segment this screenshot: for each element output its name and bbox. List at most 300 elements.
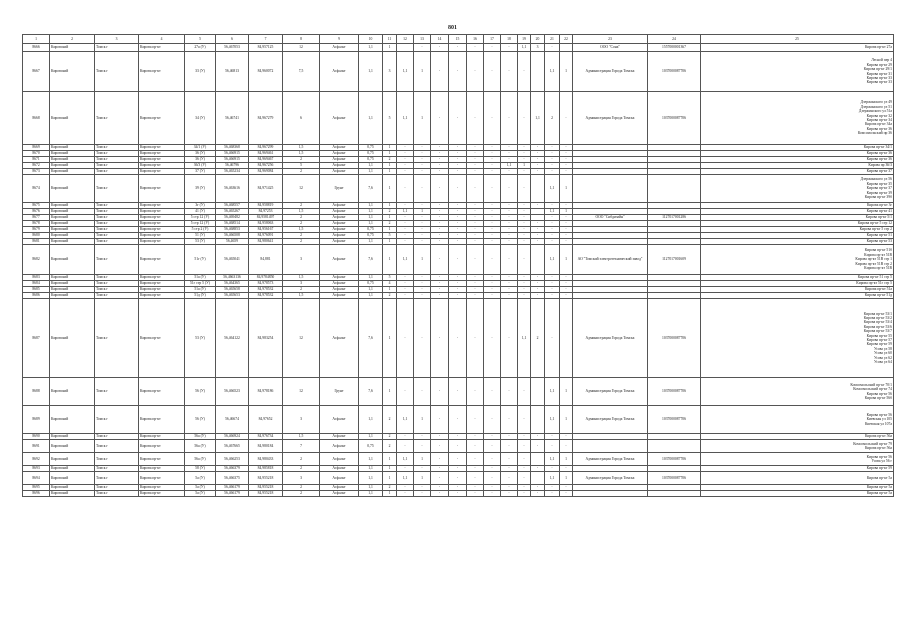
table-cell: 84,983254 — [249, 299, 283, 378]
table-cell: - — [431, 275, 449, 281]
table-cell: 84,958819 — [249, 203, 283, 209]
table-cell — [531, 52, 545, 92]
table-cell: - — [501, 239, 518, 245]
table-cell: 1,1 — [545, 453, 560, 466]
table-cell: - — [545, 491, 560, 497]
address-line: Кирова пр-кт 29/1 — [863, 67, 892, 72]
table-cell: - — [431, 157, 449, 163]
table-cell: 58 (У) — [185, 466, 216, 472]
table-cell: 1 — [414, 245, 431, 275]
table-cell: 84,955218 — [249, 491, 283, 497]
table-cell: Томск г — [95, 151, 139, 157]
table-cell: - — [449, 92, 467, 145]
table-row — [23, 245, 894, 275]
table-cell: Кирова пр-кт — [139, 293, 185, 299]
table-cell: - — [501, 227, 518, 233]
table-cell: - — [414, 157, 431, 163]
table-cell: Томск г — [95, 203, 139, 209]
table-cell: 1 — [414, 472, 431, 485]
address-line: Кирова пр-кт 27а — [864, 45, 892, 50]
table-cell: 1 — [518, 163, 531, 169]
table-cell: Томск г — [95, 157, 139, 163]
table-cell: 1,1 — [531, 92, 545, 145]
address-line: Кирова пр-кт 53/7 — [863, 329, 892, 334]
table-cell: - — [431, 239, 449, 245]
address-list-cell — [701, 406, 894, 434]
table-cell: Томск г — [95, 287, 139, 293]
table-cell: - — [414, 275, 431, 281]
table-cell: 1,1 — [545, 378, 560, 406]
address-line: Кирова пр-кт 34а — [864, 122, 892, 127]
table-cell: - — [397, 239, 414, 245]
table-cell: Кирова пр-кт — [139, 434, 185, 440]
table-cell — [531, 245, 545, 275]
table-cell: Кирова пр-кт — [139, 92, 185, 145]
table-cell: 8696 — [23, 491, 50, 497]
column-number: 14 — [431, 35, 449, 44]
table-cell: - — [414, 434, 431, 440]
table-cell: - — [501, 145, 518, 151]
table-cell: - — [531, 145, 545, 151]
table-cell: Асфальт — [320, 203, 359, 209]
table-cell: Кирова пр-кт — [139, 485, 185, 491]
table-cell: - — [518, 221, 531, 227]
table-cell: 84,960072 — [249, 52, 283, 92]
table-cell: - — [501, 275, 518, 281]
table-cell: 1,1 — [359, 221, 383, 227]
table-cell: - — [484, 245, 501, 275]
table-cell: - — [449, 145, 467, 151]
table-cell: 3 — [283, 406, 320, 434]
table-cell: - — [531, 151, 545, 157]
table-cell: - — [518, 293, 531, 299]
table-cell: - — [531, 485, 545, 491]
table-cell: 5 — [283, 163, 320, 169]
table-cell: - — [467, 52, 484, 92]
table-cell: Асфальт — [320, 169, 359, 175]
address-line: Кирова пр-кт 5а — [866, 491, 892, 496]
table-cell: 3 — [283, 245, 320, 275]
table-cell: - — [449, 453, 467, 466]
table-cell: - — [560, 92, 573, 145]
address-line: Кирова пр-кт 51В стр 1 — [855, 257, 892, 262]
table-cell: 5 стр 2 (У) — [185, 227, 216, 233]
table-cell: - — [467, 157, 484, 163]
address-line: Кирова пр-кт 5/1 — [865, 215, 892, 220]
table-cell: 56а (У) — [185, 434, 216, 440]
table-cell: 84,967256 — [249, 163, 283, 169]
table-cell: 5 — [383, 92, 397, 145]
address-line: Кирова пр-кт 36 — [866, 126, 892, 131]
table-cell: - — [484, 491, 501, 497]
table-cell: 1 — [414, 92, 431, 145]
table-cell: - — [518, 466, 531, 472]
table-cell: - — [449, 275, 467, 281]
table-cell: 51г (У) — [185, 245, 216, 275]
table-cell: - — [501, 151, 518, 157]
table-cell: Кирова пр-кт — [139, 157, 185, 163]
address-line: Кирова пр-кт 33 — [866, 75, 892, 80]
table-cell: - — [431, 92, 449, 145]
table-cell: 2 — [531, 299, 545, 378]
table-cell: Кировский — [50, 215, 95, 221]
table-cell — [648, 491, 701, 497]
registry-table — [22, 34, 894, 497]
table-cell: Томск г — [95, 299, 139, 378]
table-cell: - — [560, 145, 573, 151]
table-cell: - — [560, 466, 573, 472]
table-cell: - — [467, 151, 484, 157]
table-cell: - — [484, 293, 501, 299]
table-cell: Асфальт — [320, 221, 359, 227]
table-cell: 1037000087706 — [648, 299, 701, 378]
table-cell: 8694 — [23, 472, 50, 485]
table-cell: 1037000087706 — [648, 406, 701, 434]
table-cell: 3 — [283, 281, 320, 287]
table-row — [23, 406, 894, 434]
table-cell: - — [545, 239, 560, 245]
table-cell: Кирова пр-кт — [139, 175, 185, 203]
table-cell: - — [431, 233, 449, 239]
table-cell: 8690 — [23, 434, 50, 440]
table-cell: - — [501, 453, 518, 466]
table-cell: - — [467, 453, 484, 466]
table-cell: Томск г — [95, 239, 139, 245]
table-cell: Асфальт — [320, 92, 359, 145]
table-cell: - — [431, 472, 449, 485]
table-cell: - — [545, 299, 560, 378]
address-line: Кирова пр-кт 35 — [866, 181, 892, 186]
address-line: Дзержинского ул 49 — [860, 100, 892, 105]
table-cell: 2 — [283, 169, 320, 175]
table-row — [23, 92, 894, 145]
table-cell: Томск г — [95, 221, 139, 227]
table-cell: Кировский — [50, 299, 95, 378]
table-cell: - — [560, 215, 573, 221]
table-cell: - — [449, 466, 467, 472]
table-cell: - — [531, 275, 545, 281]
table-cell: 56,465041 — [216, 245, 249, 275]
column-number: 9 — [320, 35, 359, 44]
address-line: Кирова пр-кт 37 — [866, 169, 892, 174]
address-list-cell — [701, 440, 894, 453]
table-cell: 84,980641 — [249, 239, 283, 245]
address-list-cell — [701, 299, 894, 378]
table-cell: - — [484, 203, 501, 209]
address-line: Кирова пр-кт 36 — [866, 151, 892, 156]
address-line: Кирова пр-кт 56 — [866, 454, 892, 459]
table-cell: 56,465234 — [216, 169, 249, 175]
table-cell: 1,1 — [359, 163, 383, 169]
table-cell: - — [560, 203, 573, 209]
table-cell: - — [501, 175, 518, 203]
table-cell: Кирова пр-кт — [139, 209, 185, 215]
table-cell: - — [414, 239, 431, 245]
table-cell: 1,1 — [359, 203, 383, 209]
table-cell: - — [484, 163, 501, 169]
table-cell: Кировский — [50, 92, 95, 145]
table-cell: - — [414, 169, 431, 175]
table-cell: - — [545, 440, 560, 453]
table-cell: - — [397, 434, 414, 440]
table-cell: Томск г — [95, 440, 139, 453]
table-cell: - — [397, 145, 414, 151]
table-cell: 8675 — [23, 203, 50, 209]
table-cell — [648, 440, 701, 453]
table-cell: - — [545, 157, 560, 163]
table-cell: Асфальт — [320, 245, 359, 275]
table-cell: 1,1 — [359, 472, 383, 485]
table-cell: 56,465267 — [216, 209, 249, 215]
table-cell: - — [397, 275, 414, 281]
table-cell: Томск г — [95, 281, 139, 287]
table-cell: Администрация Города Томска — [573, 453, 648, 466]
table-cell: 5а (У) — [185, 472, 216, 485]
address-line: Кирова пр-кт 56а — [864, 434, 892, 439]
table-cell: - — [431, 151, 449, 157]
table-cell: - — [501, 245, 518, 275]
table-cell: Кирова пр-кт — [139, 145, 185, 151]
table-cell: - — [397, 227, 414, 233]
table-cell: 1 — [383, 239, 397, 245]
table-cell: 84,976091 — [249, 233, 283, 239]
table-cell: - — [501, 209, 518, 215]
table-cell: 8680 — [23, 233, 50, 239]
table-cell: - — [531, 203, 545, 209]
table-cell — [560, 44, 573, 52]
table-cell: - — [501, 293, 518, 299]
table-cell — [573, 175, 648, 203]
table-cell: - — [449, 151, 467, 157]
table-cell: Кировский — [50, 434, 95, 440]
table-cell: Асфальт — [320, 472, 359, 485]
table-cell: 56,464365 — [216, 281, 249, 287]
table-cell: 36 (У) — [185, 151, 216, 157]
table-cell: - — [467, 227, 484, 233]
column-number: 23 — [573, 35, 648, 44]
table-cell: - — [560, 287, 573, 293]
table-cell: - — [414, 293, 431, 299]
address-line: Кирова пр-кт 5а — [866, 485, 892, 490]
table-cell: - — [414, 227, 431, 233]
table-cell: 84,971425 — [249, 175, 283, 203]
table-cell: 1 — [560, 52, 573, 92]
table-row — [23, 299, 894, 378]
table-cell: - — [431, 175, 449, 203]
table-cell: 4 — [383, 281, 397, 287]
table-cell: 1,1 — [397, 52, 414, 92]
table-cell: 56,466379 — [216, 466, 249, 472]
table-cell: 0,75 — [359, 151, 383, 157]
table-cell: - — [397, 215, 414, 221]
table-cell: 1 — [414, 453, 431, 466]
table-cell: Кирова пр-кт — [139, 440, 185, 453]
table-cell: 8670 — [23, 151, 50, 157]
table-cell: 56,466523 — [216, 378, 249, 406]
table-cell: Администрация Города Томска — [573, 52, 648, 92]
column-number: 3 — [95, 35, 139, 44]
address-line: Кирова пр-кт 51а — [864, 287, 892, 292]
table-cell: Грунт — [320, 175, 359, 203]
table-cell: Кирова пр-кт — [139, 491, 185, 497]
table-cell: 84,969461 — [249, 151, 283, 157]
table-cell: Кировский — [50, 275, 95, 281]
table-cell: 8692 — [23, 453, 50, 466]
table-cell: Томск г — [95, 293, 139, 299]
table-cell: 0,75 — [359, 233, 383, 239]
table-cell: - — [467, 145, 484, 151]
table-row — [23, 175, 894, 203]
table-cell: - — [501, 281, 518, 287]
table-cell: 1,5 — [283, 227, 320, 233]
table-cell: Томск г — [95, 209, 139, 215]
table-cell: 56,468557 — [216, 203, 249, 209]
table-cell: - — [414, 281, 431, 287]
table-cell: 5 — [383, 233, 397, 239]
table-cell: - — [397, 440, 414, 453]
table-cell: Асфальт — [320, 466, 359, 472]
column-number: 25 — [701, 35, 894, 44]
table-cell: Томск г — [95, 378, 139, 406]
column-number: 11 — [383, 35, 397, 44]
table-cell: 56,466924 — [216, 434, 249, 440]
column-number: 8 — [283, 35, 320, 44]
table-cell: 56,46674 — [216, 406, 249, 434]
table-cell: 56,4663136 — [216, 275, 249, 281]
table-cell: - — [431, 440, 449, 453]
table-cell: - — [414, 378, 431, 406]
table-cell: - — [531, 293, 545, 299]
table-cell: 56,465658 — [216, 287, 249, 293]
table-cell: - — [397, 203, 414, 209]
address-line: Кирова пр-кт 53/4 — [863, 320, 892, 325]
table-cell: Асфальт — [320, 275, 359, 281]
table-cell: - — [467, 215, 484, 221]
table-cell: - — [501, 92, 518, 145]
table-cell: - — [545, 434, 560, 440]
table-cell: 1,1 — [545, 175, 560, 203]
table-cell: Кировский — [50, 233, 95, 239]
table-cell: 56,468368 — [216, 145, 249, 151]
table-cell: Кирова пр-кт — [139, 281, 185, 287]
table-cell: - — [545, 287, 560, 293]
table-cell: - — [560, 151, 573, 157]
table-cell: Томск г — [95, 233, 139, 239]
table-cell: - — [484, 378, 501, 406]
table-cell: 1 — [560, 406, 573, 434]
table-cell: 1 — [560, 472, 573, 485]
address-line: Кирова пр-кт 36 — [866, 157, 892, 162]
table-cell: - — [518, 227, 531, 233]
table-cell: - — [449, 221, 467, 227]
table-cell: Асфальт — [320, 287, 359, 293]
table-cell: - — [501, 157, 518, 163]
table-cell: - — [545, 275, 560, 281]
table-cell: - — [545, 145, 560, 151]
table-cell: Асфальт — [320, 293, 359, 299]
table-cell: 1 — [383, 245, 397, 275]
address-line: Киевская ул 105 — [866, 417, 892, 422]
table-cell: - — [467, 239, 484, 245]
table-cell: 2 — [283, 215, 320, 221]
address-line: Дзержинского ул 56 — [860, 177, 892, 182]
table-cell: - — [449, 293, 467, 299]
table-cell: 1,1 — [359, 485, 383, 491]
table-cell: - — [449, 163, 467, 169]
table-cell: - — [501, 378, 518, 406]
table-cell: 8689 — [23, 406, 50, 434]
table-cell: Томск г — [95, 169, 139, 175]
table-cell: 8673 — [23, 169, 50, 175]
address-line: Кирова пр-кт 34/1 — [863, 145, 892, 150]
table-cell: - — [560, 281, 573, 287]
table-cell: Кирова пр-кт — [139, 239, 185, 245]
table-cell: - — [560, 434, 573, 440]
column-number: 4 — [139, 35, 185, 44]
table-cell: - — [484, 239, 501, 245]
table-cell: - — [501, 44, 518, 52]
table-cell: - — [484, 52, 501, 92]
table-cell: 2 — [383, 221, 397, 227]
table-cell: - — [467, 472, 484, 485]
table-cell: Томск г — [95, 453, 139, 466]
address-line: Кирова пр-кт 51 — [866, 233, 892, 238]
table-cell: Кирова пр-кт — [139, 52, 185, 92]
address-line: Комсомольский пр-кт 74 — [853, 387, 892, 392]
table-cell: 3 — [531, 44, 545, 52]
address-line: Кирова пр-кт 41 — [866, 209, 892, 214]
table-cell: - — [431, 491, 449, 497]
table-cell: Кирова пр-кт — [139, 275, 185, 281]
table-cell: 84,955218 — [249, 472, 283, 485]
table-cell: 51а (У) — [185, 275, 216, 281]
table-cell: 1,1 — [359, 453, 383, 466]
table-row — [23, 491, 894, 497]
table-cell: Администрация Города Томска — [573, 406, 648, 434]
table-cell: - — [431, 453, 449, 466]
address-list-cell — [701, 472, 894, 485]
table-cell: - — [518, 491, 531, 497]
table-cell: Кировский — [50, 245, 95, 275]
table-cell: 8691 — [23, 440, 50, 453]
table-cell: - — [431, 287, 449, 293]
table-cell: 1,1 — [397, 472, 414, 485]
address-line: Комсомольский пр 36 — [857, 131, 892, 136]
table-cell: Томск г — [95, 175, 139, 203]
address-line: Кирова пр-кт 5 стр 2 — [859, 227, 892, 232]
table-cell: - — [501, 440, 518, 453]
table-cell: - — [397, 175, 414, 203]
table-cell: - — [397, 299, 414, 378]
table-cell: 1 — [560, 209, 573, 215]
table-cell: Кировский — [50, 453, 95, 466]
table-cell — [573, 491, 648, 497]
table-cell: Кирова пр-кт — [139, 203, 185, 209]
table-cell: - — [449, 239, 467, 245]
table-cell: - — [531, 491, 545, 497]
address-line: Кирова пр-кт 51г стр 5 — [856, 281, 892, 286]
table-cell: - — [449, 485, 467, 491]
table-cell: - — [518, 406, 531, 434]
table-cell — [397, 44, 414, 52]
address-line: Кирова пр-кт 3г — [866, 203, 892, 208]
table-cell: 1 — [383, 466, 397, 472]
table-cell: - — [431, 406, 449, 434]
table-cell: Кировский — [50, 151, 95, 157]
table-cell: - — [397, 293, 414, 299]
table-cell: 84,957125 — [249, 44, 283, 52]
table-cell: 1,1 — [359, 52, 383, 92]
